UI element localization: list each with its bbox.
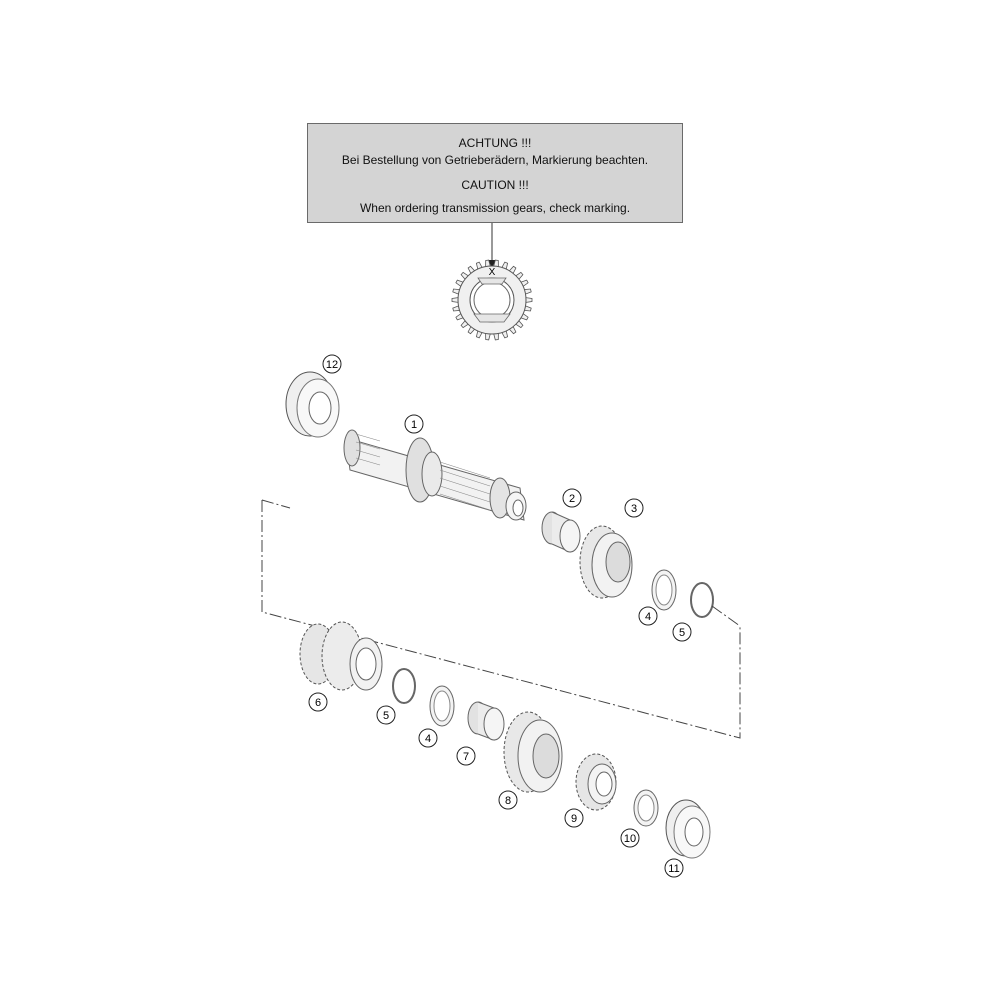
gear-icon	[504, 712, 562, 792]
circlip-icon	[393, 669, 415, 703]
callout-5	[377, 706, 395, 724]
callout-label: 2	[568, 493, 576, 505]
callout-1	[405, 415, 423, 433]
callout-12	[323, 355, 341, 373]
callout-label: 7	[462, 751, 470, 763]
notice-text-en: When ordering transmission gears, check marking.	[359, 201, 631, 215]
callout-6	[309, 693, 327, 711]
callout-label: 9	[570, 813, 578, 825]
bearing-icon	[666, 800, 710, 858]
callout-label: 4	[644, 611, 652, 623]
callout-label: 3	[630, 503, 638, 515]
callout-label: 1	[410, 419, 418, 431]
callout-label: 8	[504, 795, 512, 807]
marking-label: X	[488, 267, 496, 278]
callout-label: 5	[678, 627, 686, 639]
assembly-outline	[262, 500, 740, 738]
notice-heading-en: CAUTION !!!	[461, 178, 529, 192]
callout-label: 6	[314, 697, 322, 709]
notice-heading-de: ACHTUNG !!!	[458, 136, 532, 150]
callout-2	[563, 489, 581, 507]
callout-9	[565, 809, 583, 827]
main-shaft-icon	[344, 430, 526, 576]
callout-label: 11	[668, 863, 680, 875]
gear-icon	[576, 754, 616, 810]
double-gear-icon	[300, 622, 382, 690]
callout-5	[673, 623, 691, 641]
callout-label: 4	[424, 733, 432, 745]
callout-4	[639, 607, 657, 625]
marked-gear-icon	[452, 260, 532, 340]
callout-label: 10	[623, 833, 637, 845]
bushing-icon	[468, 702, 504, 740]
bushing-icon	[542, 512, 580, 552]
callout-11	[665, 859, 683, 877]
gear-icon	[580, 526, 632, 598]
circlip-icon	[691, 583, 713, 617]
callout-7	[457, 747, 475, 765]
callout-10	[621, 829, 639, 847]
notice-text-de: Bei Bestellung von Getrieberädern, Markierung beachten.	[341, 153, 649, 167]
bearing-icon	[286, 372, 339, 437]
callout-8	[499, 791, 517, 809]
callout-3	[625, 499, 643, 517]
callout-4	[419, 729, 437, 747]
callout-label: 12	[325, 359, 339, 371]
callout-label: 5	[382, 710, 390, 722]
